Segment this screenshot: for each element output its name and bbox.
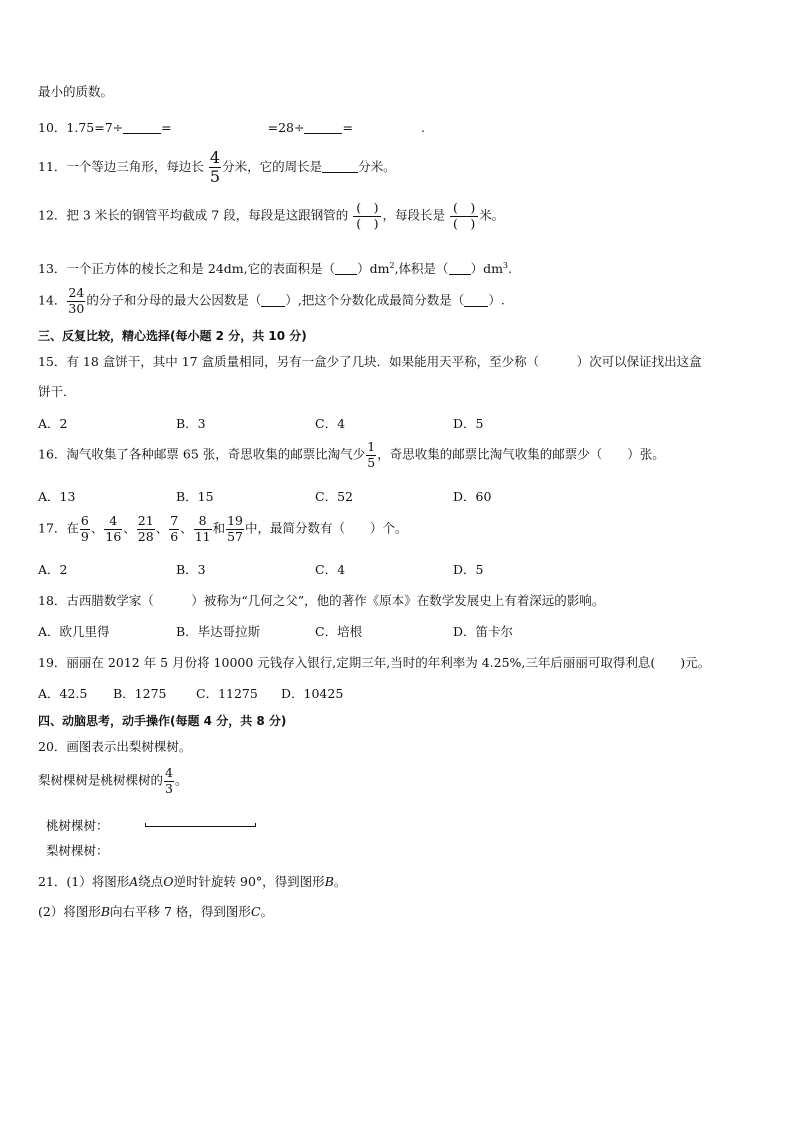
fraction-blank[interactable]: $\frac{( )}{( )}$ bbox=[450, 201, 478, 231]
option-b[interactable]: B．15 bbox=[176, 489, 214, 504]
question-20-condition: 梨树棵树是桃树棵树的 $\frac{4}{3}$ 。 bbox=[38, 765, 188, 796]
fraction: $\frac{1}{5}$ bbox=[367, 439, 376, 470]
question-18: 18．古西腊数学家（ ）被称为“几何之父”，他的著作《原本》在数学发展史上有着深远的影响。 bbox=[38, 593, 605, 608]
question-15: 15．有 18 盒饼干，其中 17 盒质量相同，另有一盒少了几块．如果能用天平称，至少称（ ）次可以保证找出这盒 bbox=[38, 354, 702, 369]
section-4-heading: 四、动脑思考，动手操作(每题 4 分，共 8 分) bbox=[38, 714, 287, 728]
section-3-heading: 三、反复比较，精心选择(每小题 2 分，共 10 分) bbox=[38, 329, 307, 343]
option-c[interactable]: C．52 bbox=[315, 489, 353, 504]
option-b[interactable]: B．3 bbox=[176, 562, 206, 577]
question-16: 16．淘气收集了各种邮票 65 张，奇思收集的邮票比淘气少 $\frac{1}{5}$ ，奇思收集的邮票比淘气收集的邮票少（ ）张。 bbox=[38, 439, 665, 470]
option-a[interactable]: A．2 bbox=[38, 562, 68, 577]
option-a[interactable]: A．42.5 bbox=[38, 686, 88, 701]
fraction: $\frac{4}{16}$ bbox=[105, 513, 122, 544]
question-12: 12．把 3 米长的钢管平均截成 7 段，每段是这跟钢管的 $\frac{( )}{( )}$ ，每段长是 $\frac{( )}{( )}$ 米。 bbox=[38, 200, 505, 231]
option-a[interactable]: A．欧几里得 bbox=[38, 624, 110, 639]
answer-blank[interactable] bbox=[464, 294, 488, 307]
option-d[interactable]: D．笛卡尔 bbox=[453, 624, 514, 639]
peach-tree-segment bbox=[145, 823, 256, 827]
option-a[interactable]: A．13 bbox=[38, 489, 76, 504]
option-c[interactable]: C．4 bbox=[315, 562, 346, 577]
question-21-part-1: 21．(1）将图形A绕点O逆时针旋转 90°，得到图形B。 bbox=[38, 874, 347, 889]
question-20: 20．画图表示出梨树棵树。 bbox=[38, 739, 192, 754]
option-d[interactable]: D．5 bbox=[453, 416, 484, 431]
fraction: $\frac{7}{6}$ bbox=[170, 513, 179, 544]
question-15-cont: 饼干． bbox=[38, 384, 76, 399]
option-d[interactable]: D．10425 bbox=[281, 686, 344, 701]
fraction: $\frac{4}{3}$ bbox=[165, 765, 173, 796]
option-c[interactable]: C．4 bbox=[315, 416, 346, 431]
question-21-part-2: (2）将图形B向右平移 7 格，得到图形C。 bbox=[38, 904, 274, 919]
question-19: 19．丽丽在 2012 年 5 月份将 10000 元钱存入银行,定期三年,当时的年利率为 4.25%,三年后丽丽可取得利息( )元。 bbox=[38, 655, 711, 670]
pear-tree-label: 梨树棵树： bbox=[46, 843, 109, 858]
answer-blank[interactable] bbox=[449, 262, 471, 275]
peach-tree-label: 桃树棵树： bbox=[46, 818, 109, 833]
question-10: 10．1.75=7÷ = =28÷ = . bbox=[38, 120, 425, 135]
q9-tail: 最小的质数。 bbox=[38, 84, 114, 99]
option-d[interactable]: D．60 bbox=[453, 489, 492, 504]
question-17: 17．在 $\frac{6}{9}$ 、 $\frac{4}{16}$ 、 $\frac{21}{28}$ 、 $\frac{7}{6}$ 、 $\frac{8}{11}$ 和 $\frac{19}{57}$ 中，最简分数有（ ）个。 bbox=[38, 513, 408, 544]
answer-blank[interactable] bbox=[304, 121, 342, 134]
answer-blank[interactable] bbox=[335, 262, 357, 275]
fraction: $\frac{4}{5}$ bbox=[209, 148, 221, 186]
answer-blank[interactable] bbox=[123, 121, 161, 134]
fraction: $\frac{24}{30}$ bbox=[68, 285, 85, 316]
answer-blank[interactable] bbox=[261, 294, 285, 307]
fraction: $\frac{19}{57}$ bbox=[227, 513, 244, 544]
option-a[interactable]: A．2 bbox=[38, 416, 68, 431]
option-c[interactable]: C．培根 bbox=[315, 624, 363, 639]
option-b[interactable]: B．1275 bbox=[113, 686, 167, 701]
option-b[interactable]: B．毕达哥拉斯 bbox=[176, 624, 261, 639]
answer-blank[interactable] bbox=[322, 160, 358, 173]
option-c[interactable]: C．11275 bbox=[196, 686, 258, 701]
option-b[interactable]: B．3 bbox=[176, 416, 206, 431]
pear-tree-drawing-area[interactable] bbox=[145, 842, 345, 860]
fraction: $\frac{8}{11}$ bbox=[194, 513, 211, 544]
question-14: 14． $\frac{24}{30}$ 的分子和分母的最大公因数是（ ）,把这个分数化成最简分数是（ ）. bbox=[38, 285, 505, 316]
fraction: $\frac{21}{28}$ bbox=[137, 513, 154, 544]
question-13: 13．一个正方体的棱长之和是 24dm,它的表面积是（ ）$dm^2$,体积是（ ）$dm^3$. bbox=[38, 260, 512, 276]
option-d[interactable]: D．5 bbox=[453, 562, 484, 577]
fraction-blank[interactable]: $\frac{( )}{( )}$ bbox=[353, 201, 381, 231]
question-11: 11．一个等边三角形，每边长 $\frac{4}{5}$ 分米，它的周长是 分米。 bbox=[38, 148, 396, 186]
fraction: $\frac{6}{9}$ bbox=[80, 513, 89, 544]
